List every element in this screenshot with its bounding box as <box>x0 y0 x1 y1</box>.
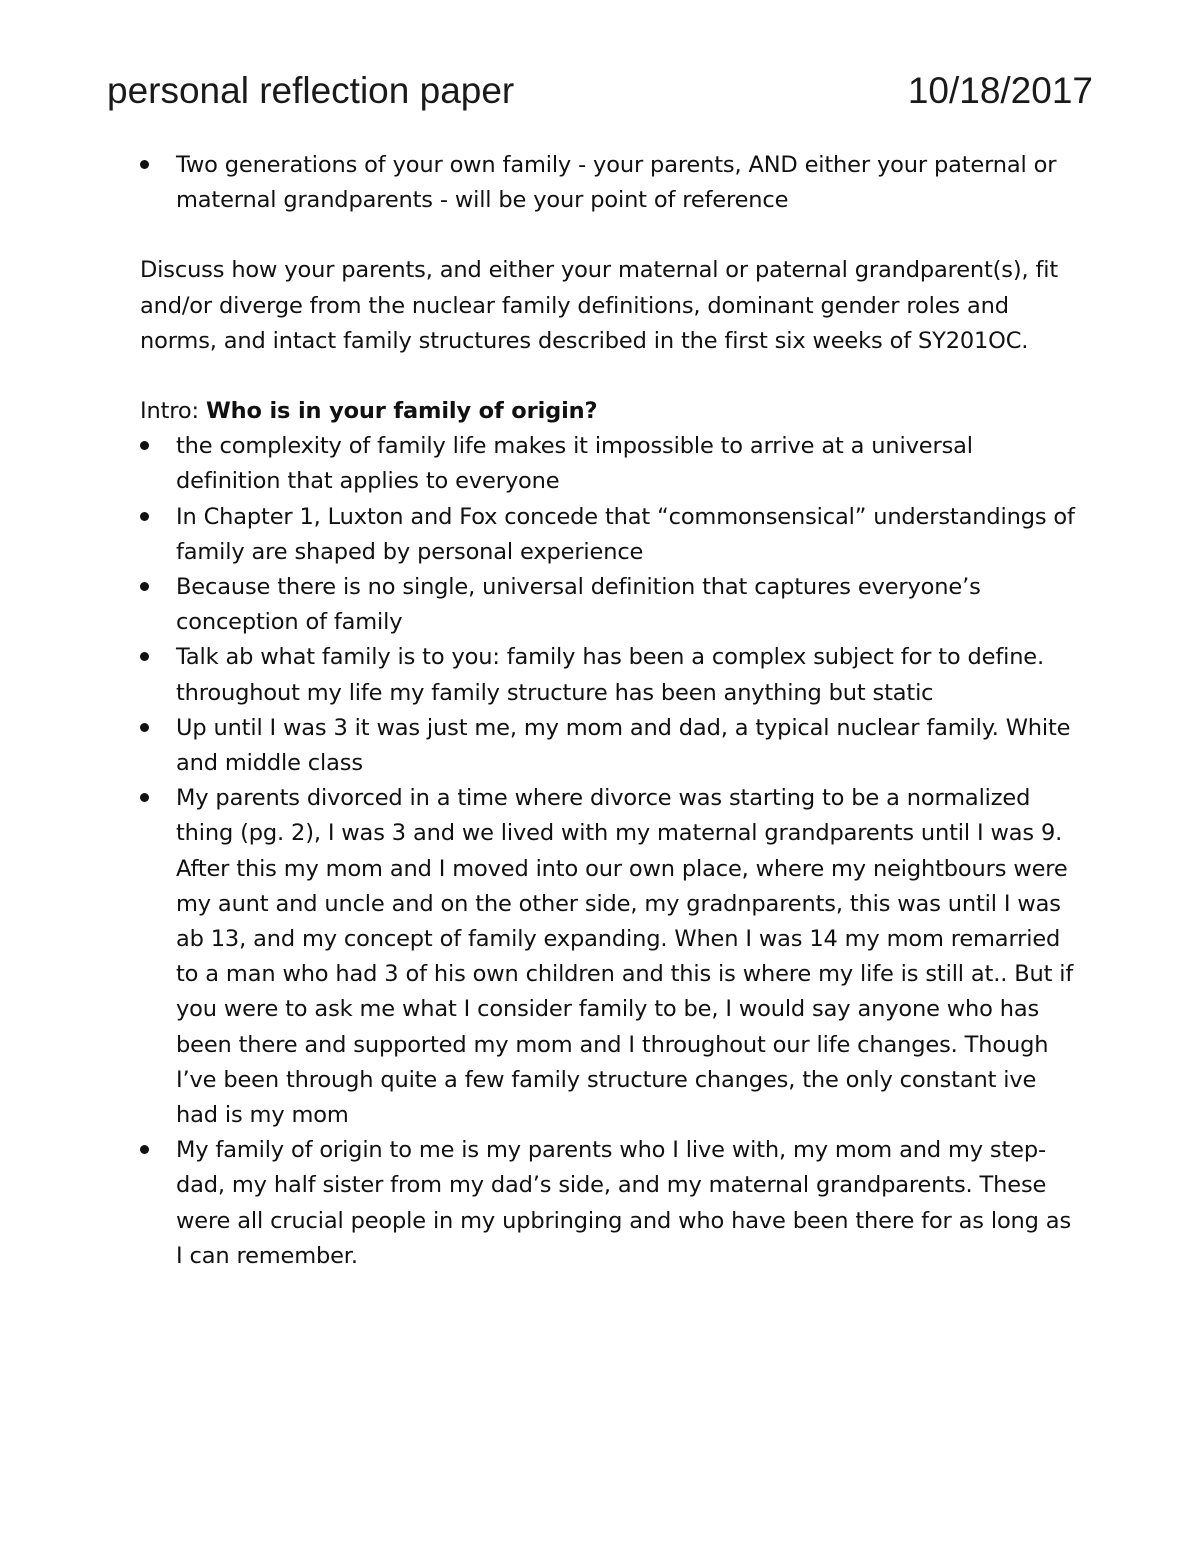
list-item-text: the complexity of family life makes it impossible to arrive at a universal definition that applies to everyone <box>176 433 973 495</box>
list-item-text: Up until I was 3 it was just me, my mom and dad, a typical nuclear family. White and middle class <box>176 714 1071 777</box>
instructions-list <box>140 148 1080 218</box>
list-item <box>140 500 1080 570</box>
bullet-icon <box>140 441 149 450</box>
intro-label: Intro: <box>140 398 206 425</box>
bullet-icon <box>140 723 149 732</box>
list-item <box>140 781 1080 1133</box>
document-date: 10/18/2017 <box>907 70 1093 111</box>
bullet-icon <box>140 160 149 169</box>
intro-heading <box>140 394 1080 429</box>
list-item <box>140 711 1080 781</box>
intro-question: Who is in your family of origin? <box>205 398 598 425</box>
bullet-icon <box>140 1145 149 1154</box>
list-item-text: My parents divorced in a time where divorce was starting to be a normalized thing (pg. 2), I was 3 and we lived with my maternal grandparents until I was 9. After this my mom and I moved into our own place, where my neightbours were my aunt and uncle and on the other side, my gradnparents, this was until I was ab 13, and my concept of family expanding. When I was 14 my mom remarried to a man who had 3 of his own children and this is where my life is still at.. But if you were to ask me what I consider family to be, I would say anyone who has been there and supported my mom and I throughout our life changes. Though I’ve been through quite a few family structure changes, the only constant ive had is my mom <box>176 785 1074 1129</box>
bullet-icon <box>140 793 149 802</box>
list-item-text: My family of origin to me is my parents who I live with, my mom and my step-dad, my half sister from my dad’s side, and my maternal grandparents. These were all crucial people in my upbringing and who have been there for as long as I can remember. <box>176 1137 1072 1269</box>
document-title: personal reflection paper <box>107 70 515 111</box>
list-item-text: Because there is no single, universal definition that captures everyone’s conception of family <box>176 574 981 636</box>
list-item-text: Talk ab what family is to you: family has been a complex subject for to define. throughout my life my family structure has been anything but static <box>176 644 1045 706</box>
bullet-icon <box>140 582 149 591</box>
list-item <box>140 570 1080 640</box>
document-body <box>140 148 1080 1274</box>
list-item <box>140 429 1080 499</box>
bullet-icon <box>140 512 149 521</box>
page-header <box>107 70 1093 120</box>
intro-list <box>140 429 1080 1274</box>
list-item-text: In Chapter 1, Luxton and Fox concede that “commonsensical” understandings of family are shaped by personal experience <box>176 503 1075 565</box>
list-item-text: Two generations of your own family - your parents, AND either your paternal or maternal grandparents - will be your point of reference <box>176 152 1057 214</box>
list-item <box>140 640 1080 710</box>
instructions-paragraph: Discuss how your parents, and either your maternal or paternal grandparent(s), fit and/or diverge from the nuclear family definitions, dominant gender roles and norms, and intact family structures described in the first six weeks of SY201OC. <box>140 257 1059 354</box>
list-item <box>140 1133 1080 1274</box>
list-item <box>140 148 1080 218</box>
bullet-icon <box>140 652 149 661</box>
